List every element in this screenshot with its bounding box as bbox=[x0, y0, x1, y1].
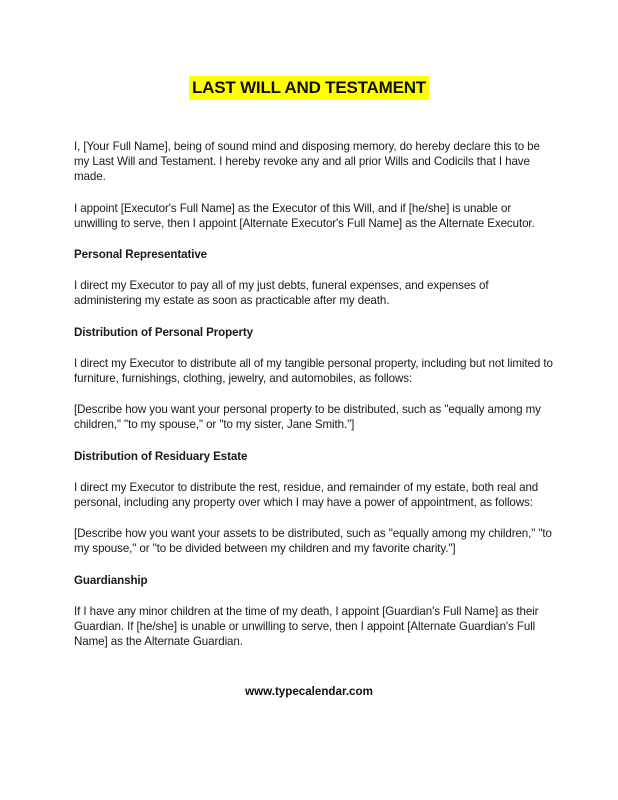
personal-property-paragraph: I direct my Executor to distribute all of my tangible personal property, including but not limited to furniture, furnishings, clothing, jewelry, and automobiles, as follows: bbox=[74, 356, 553, 386]
residuary-estate-instructions: [Describe how you want your assets to be distributed, such as "equally among my children," "to my spouse," or "to be divided between my children and my favorite charity."] bbox=[74, 527, 552, 556]
footer-website: www.typecalendar.com bbox=[245, 685, 373, 698]
heading-personal-representative: Personal Representative bbox=[74, 248, 208, 262]
executor-paragraph: I appoint [Executor's Full Name] as the Executor of this Will, and if [he/she] is unable or unwilling to serve, then I appoint [Alternate Executor's Full Name] as the Alternate Executor. bbox=[74, 201, 535, 230]
personal-property-instructions: [Describe how you want your personal property to be distributed, such as "equally among my children," "to my spouse," or "to my sister, Jane Smith."] bbox=[74, 403, 541, 432]
heading-guardianship: Guardianship bbox=[74, 573, 148, 587]
debts-paragraph: I direct my Executor to pay all of my just debts, funeral expenses, and expenses of administering my estate as soon as practicable after my death. bbox=[74, 279, 489, 308]
document-body bbox=[74, 139, 554, 665]
heading-personal-property: Distribution of Personal Property bbox=[74, 325, 254, 339]
guardianship-paragraph: If I have any minor children at the time of my death, I appoint [Guardian's Full Name] as their Guardian. If [he/she] is unable or unwilling to serve, then I appoint [Alternate Guardian's Full Name] as the Alternate Guardian. bbox=[74, 604, 539, 649]
residuary-estate-paragraph: I direct my Executor to distribute the rest, residue, and remainder of my estate, both real and personal, including any property over which I may have a power of appointment, as follows: bbox=[74, 480, 539, 510]
intro-paragraph: I, [Your Full Name], being of sound mind and disposing memory, do hereby declare this to be my Last Will and Testament. I hereby revoke any and all prior Wills and Codicils that I have made. bbox=[74, 140, 540, 184]
title-container bbox=[0, 76, 618, 100]
document-title: LAST WILL AND TESTAMENT bbox=[189, 76, 429, 100]
heading-residuary-estate: Distribution of Residuary Estate bbox=[74, 449, 248, 463]
